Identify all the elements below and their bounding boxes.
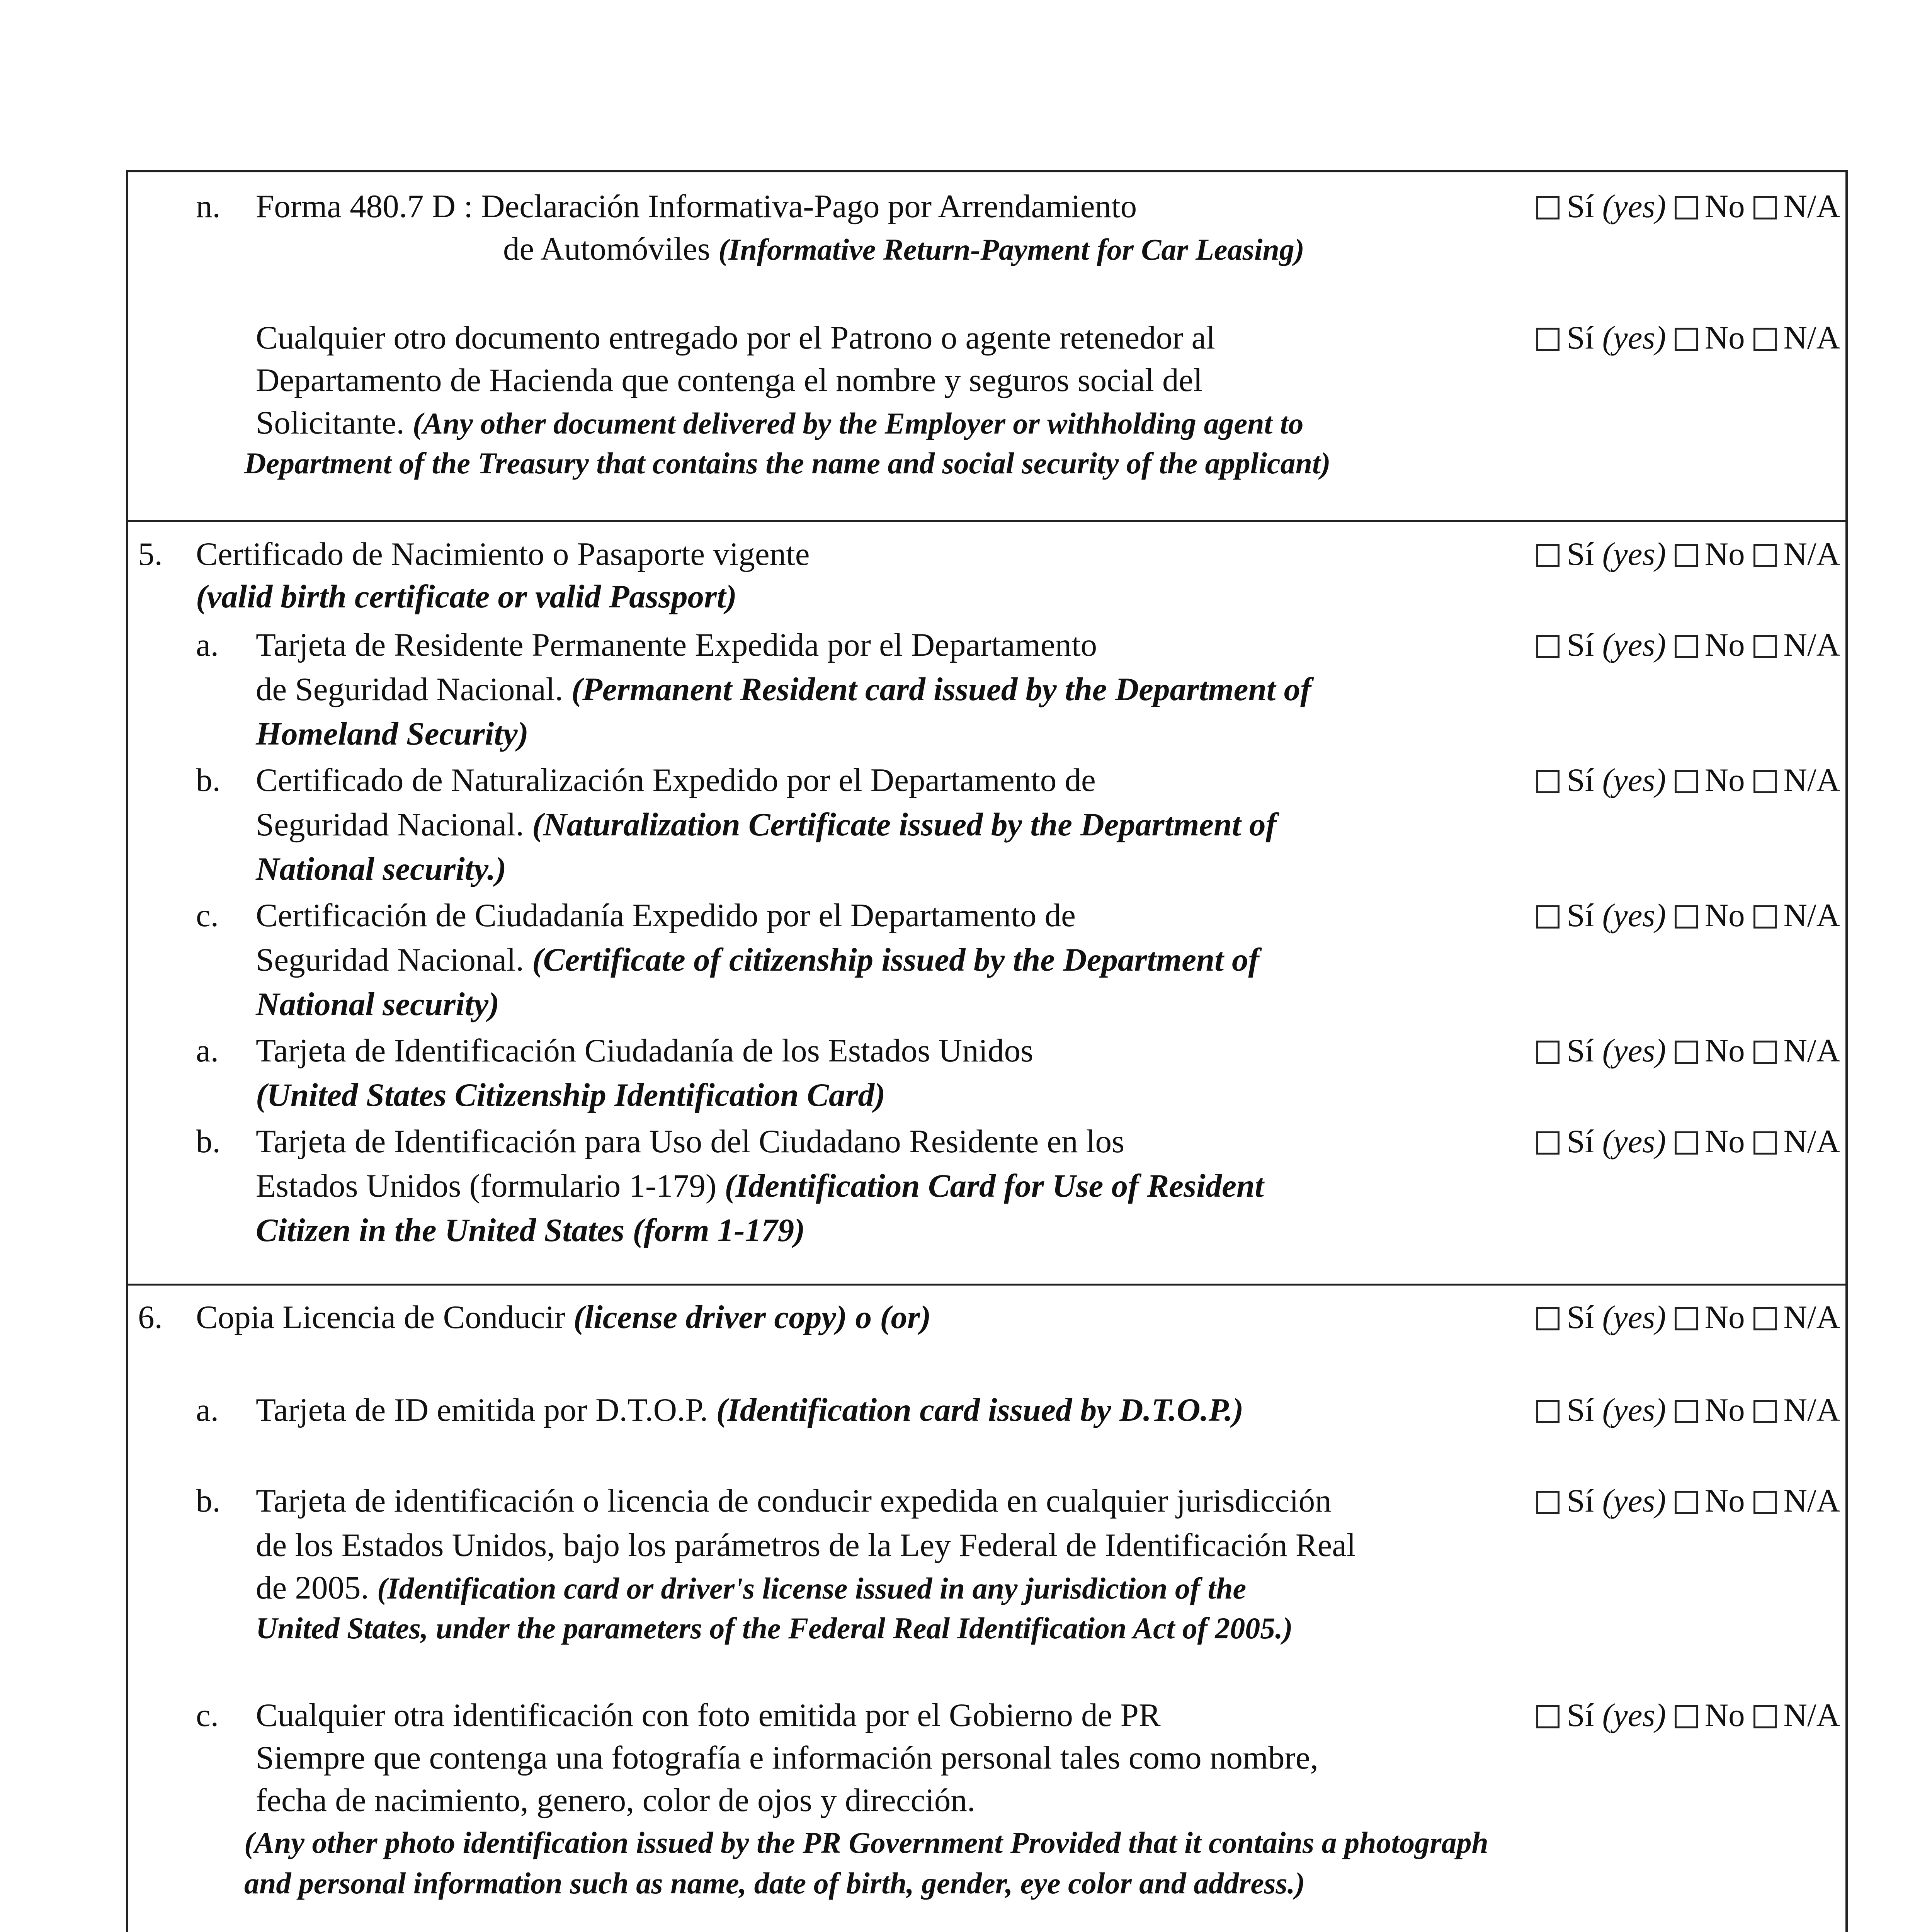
item-5a-line2 — [256, 667, 1311, 712]
item-5c-line2-en: (Certificate of citizenship issued by the Department of — [532, 942, 1259, 978]
item-5c-line3: National security) — [256, 986, 500, 1022]
si-checkbox[interactable] — [1536, 1131, 1560, 1155]
yes-label: (yes) — [1602, 1299, 1666, 1335]
item-5b2-line1: Tarjeta de Identificación para Uso del Ciudadano Residente en los — [256, 1123, 1125, 1160]
item-5b2-line2-es: Estados Unidos (formulario 1-179) — [256, 1168, 717, 1204]
si-label: Sí — [1566, 1697, 1594, 1733]
item-5a-line3: Homeland Security) — [256, 716, 529, 752]
si-label: Sí — [1566, 188, 1594, 224]
no-label: No — [1704, 1123, 1745, 1160]
na-checkbox[interactable] — [1753, 1491, 1777, 1514]
item-5a-line1: Tarjeta de Residente Permanente Expedida por el Departamento — [256, 627, 1097, 663]
si-label: Sí — [1566, 1299, 1594, 1335]
item-5c-line2 — [256, 937, 1259, 982]
na-label: N/A — [1783, 188, 1840, 224]
item-5c-options — [1536, 893, 1840, 938]
other-doc-line2: Departamento de Hacienda que contenga el nombre y seguros social del — [256, 362, 1202, 398]
section6-title-es: Copia Licencia de Conducir — [196, 1299, 565, 1335]
item-5b2-line2-en: (Identification Card for Use of Resident — [724, 1168, 1264, 1204]
si-checkbox[interactable] — [1536, 1491, 1560, 1514]
item-6c-line4: (Any other photo identification issued by the PR Government Provided that it contains a photograph — [244, 1826, 1488, 1859]
item-5b2-line2 — [256, 1163, 1264, 1208]
na-checkbox[interactable] — [1753, 544, 1777, 567]
na-label: N/A — [1783, 536, 1840, 572]
section5-title-en: (valid birth certificate or valid Passport) — [196, 578, 737, 615]
item-label: b. — [196, 1123, 221, 1160]
item-6c-line1: Cualquier otra identificación con foto emitida por el Gobierno de PR — [256, 1697, 1161, 1733]
na-checkbox[interactable] — [1753, 196, 1777, 219]
section6-title — [196, 1295, 931, 1340]
yes-label: (yes) — [1602, 320, 1666, 356]
item-6b-line3-es: de 2005. — [256, 1570, 369, 1606]
si-checkbox[interactable] — [1536, 1307, 1560, 1330]
item-6a-text — [256, 1388, 1243, 1432]
no-label: No — [1704, 320, 1745, 356]
no-checkbox[interactable] — [1675, 1491, 1698, 1514]
item-5b-line2-en: (Naturalization Certificate issued by the Department of — [532, 806, 1277, 843]
yes-label: (yes) — [1602, 627, 1666, 663]
yes-label: (yes) — [1602, 897, 1666, 934]
item-n-line2-en: (Informative Return-Payment for Car Leasing) — [718, 233, 1304, 266]
other-doc-line3-en: (Any other document delivered by the Employer or withholding agent to — [413, 406, 1304, 440]
item-6a-en: (Identification card issued by D.T.O.P.) — [716, 1392, 1244, 1428]
item-5c-line1: Certificación de Ciudadanía Expedido por el Departamento de — [256, 897, 1076, 934]
section5-number: 5. — [138, 536, 163, 572]
no-label: No — [1704, 1697, 1745, 1733]
item-label: b. — [196, 1483, 221, 1519]
yes-label: (yes) — [1602, 1032, 1666, 1069]
item-n-options — [1536, 184, 1840, 229]
no-checkbox[interactable] — [1675, 328, 1698, 351]
item-n-line1: Forma 480.7 D : Declaración Informativa-Pago por Arrendamiento — [256, 188, 1137, 224]
form-table — [126, 170, 1848, 1932]
other-doc-line3 — [256, 400, 1303, 446]
item-5a2-line1: Tarjeta de Identificación Ciudadanía de los Estados Unidos — [256, 1032, 1034, 1069]
no-label: No — [1704, 536, 1745, 572]
item-6a-options — [1536, 1388, 1840, 1432]
yes-label: (yes) — [1602, 1483, 1666, 1519]
other-doc-line1: Cualquier otro documento entregado por el Patrono o agente retenedor al — [256, 320, 1216, 356]
si-checkbox[interactable] — [1536, 1400, 1560, 1423]
si-label: Sí — [1566, 1392, 1594, 1428]
item-6b-line2: de los Estados Unidos, bajo los parámetros de la Ley Federal de Identificación Real — [256, 1527, 1356, 1563]
item-5a2-options — [1536, 1028, 1840, 1073]
yes-label: (yes) — [1602, 536, 1666, 572]
no-checkbox[interactable] — [1675, 905, 1698, 929]
no-label: No — [1704, 1392, 1745, 1428]
si-label: Sí — [1566, 1123, 1594, 1160]
no-checkbox[interactable] — [1675, 196, 1698, 219]
na-checkbox[interactable] — [1753, 635, 1777, 658]
item-6b-line4: United States, under the parameters of the Federal Real Identification Act of 2005.) — [256, 1611, 1293, 1645]
item-6a-es: Tarjeta de ID emitida por D.T.O.P. — [256, 1392, 708, 1428]
item-n-line2 — [503, 226, 1304, 272]
na-label: N/A — [1783, 627, 1840, 663]
item-label: a. — [196, 627, 219, 663]
na-checkbox[interactable] — [1753, 1041, 1777, 1064]
section5-title: Certificado de Nacimiento o Pasaporte vigente — [196, 536, 810, 572]
no-label: No — [1704, 1483, 1745, 1519]
no-checkbox[interactable] — [1675, 1041, 1698, 1064]
item-5b-line3: National security.) — [256, 851, 507, 887]
na-checkbox[interactable] — [1753, 1400, 1777, 1423]
na-checkbox[interactable] — [1753, 1705, 1777, 1728]
item-label: c. — [196, 897, 219, 934]
item-5a2-line2: (United States Citizenship Identification Card) — [256, 1077, 886, 1113]
no-checkbox[interactable] — [1675, 1400, 1698, 1423]
no-checkbox[interactable] — [1675, 544, 1698, 567]
si-label: Sí — [1566, 1032, 1594, 1069]
no-label: No — [1704, 897, 1745, 934]
si-label: Sí — [1566, 762, 1594, 798]
item-label: a. — [196, 1392, 219, 1428]
section6-number: 6. — [138, 1299, 163, 1335]
row-divider — [128, 520, 1845, 522]
na-checkbox[interactable] — [1753, 1307, 1777, 1330]
item-n-line2-es: de Automóviles — [503, 231, 710, 267]
no-label: No — [1704, 188, 1745, 224]
section6-options — [1536, 1295, 1840, 1340]
na-label: N/A — [1783, 1299, 1840, 1335]
si-checkbox[interactable] — [1536, 196, 1560, 219]
item-label: c. — [196, 1697, 219, 1733]
item-5c-line2-es: Seguridad Nacional. — [256, 942, 524, 978]
no-checkbox[interactable] — [1675, 635, 1698, 658]
yes-label: (yes) — [1602, 188, 1666, 224]
si-checkbox[interactable] — [1536, 905, 1560, 929]
si-label: Sí — [1566, 627, 1594, 663]
na-label: N/A — [1783, 1392, 1840, 1428]
si-label: Sí — [1566, 536, 1594, 572]
item-label: b. — [196, 762, 221, 798]
na-label: N/A — [1783, 1483, 1840, 1519]
other-doc-options — [1536, 315, 1840, 360]
item-label: a. — [196, 1032, 219, 1069]
na-label: N/A — [1783, 1123, 1840, 1160]
si-checkbox[interactable] — [1536, 328, 1560, 351]
si-checkbox[interactable] — [1536, 770, 1560, 793]
si-checkbox[interactable] — [1536, 544, 1560, 567]
item-6b-line3-en: (Identification card or driver's license issued in any jurisdiction of the — [377, 1571, 1247, 1605]
yes-label: (yes) — [1602, 1697, 1666, 1733]
no-label: No — [1704, 627, 1745, 663]
item-5a-line2-es: de Seguridad Nacional. — [256, 671, 563, 707]
na-label: N/A — [1783, 762, 1840, 798]
item-5b-options — [1536, 758, 1840, 803]
item-6c-line3: fecha de nacimiento, genero, color de ojos y dirección. — [256, 1782, 976, 1818]
section5-options — [1536, 532, 1840, 577]
item-6b-line3 — [256, 1565, 1246, 1611]
item-6b-options — [1536, 1478, 1840, 1523]
na-checkbox[interactable] — [1753, 905, 1777, 929]
si-label: Sí — [1566, 320, 1594, 356]
si-checkbox[interactable] — [1536, 635, 1560, 658]
no-checkbox[interactable] — [1675, 1131, 1698, 1155]
no-checkbox[interactable] — [1675, 770, 1698, 793]
na-label: N/A — [1783, 897, 1840, 934]
section6-title-en: (license driver copy) o (or) — [573, 1299, 931, 1335]
no-checkbox[interactable] — [1675, 1307, 1698, 1330]
si-checkbox[interactable] — [1536, 1705, 1560, 1728]
si-label: Sí — [1566, 897, 1594, 934]
item-6c-line2: Siempre que contenga una fotografía e información personal tales como nombre, — [256, 1740, 1318, 1776]
item-5a-options — [1536, 622, 1840, 667]
item-label: n. — [196, 188, 221, 224]
item-5b-line2-es: Seguridad Nacional. — [256, 806, 524, 843]
yes-label: (yes) — [1602, 762, 1666, 798]
no-label: No — [1704, 1032, 1745, 1069]
na-label: N/A — [1783, 320, 1840, 356]
na-checkbox[interactable] — [1753, 328, 1777, 351]
item-6c-line5: and personal information such as name, date of birth, gender, eye color and address.) — [244, 1866, 1305, 1900]
item-5b2-options — [1536, 1119, 1840, 1164]
item-5b2-line3: Citizen in the United States (form 1-179) — [256, 1212, 805, 1248]
row-divider — [128, 1284, 1845, 1286]
si-checkbox[interactable] — [1536, 1041, 1560, 1064]
na-label: N/A — [1783, 1032, 1840, 1069]
other-doc-line4: Department of the Treasury that contains the name and social security of the applicant) — [244, 446, 1331, 480]
item-5a-line2-en: (Permanent Resident card issued by the Department of — [571, 671, 1311, 707]
item-6c-options — [1536, 1693, 1840, 1738]
other-doc-line3-es: Solicitante. — [256, 405, 405, 441]
item-5b-line2 — [256, 802, 1277, 847]
na-checkbox[interactable] — [1753, 1131, 1777, 1155]
si-label: Sí — [1566, 1483, 1594, 1519]
no-checkbox[interactable] — [1675, 1705, 1698, 1728]
na-checkbox[interactable] — [1753, 770, 1777, 793]
na-label: N/A — [1783, 1697, 1840, 1733]
no-label: No — [1704, 1299, 1745, 1335]
yes-label: (yes) — [1602, 1392, 1666, 1428]
no-label: No — [1704, 762, 1745, 798]
item-5b-line1: Certificado de Naturalización Expedido por el Departamento de — [256, 762, 1096, 798]
yes-label: (yes) — [1602, 1123, 1666, 1160]
item-6b-line1: Tarjeta de identificación o licencia de conducir expedida en cualquier jurisdicción — [256, 1483, 1332, 1519]
